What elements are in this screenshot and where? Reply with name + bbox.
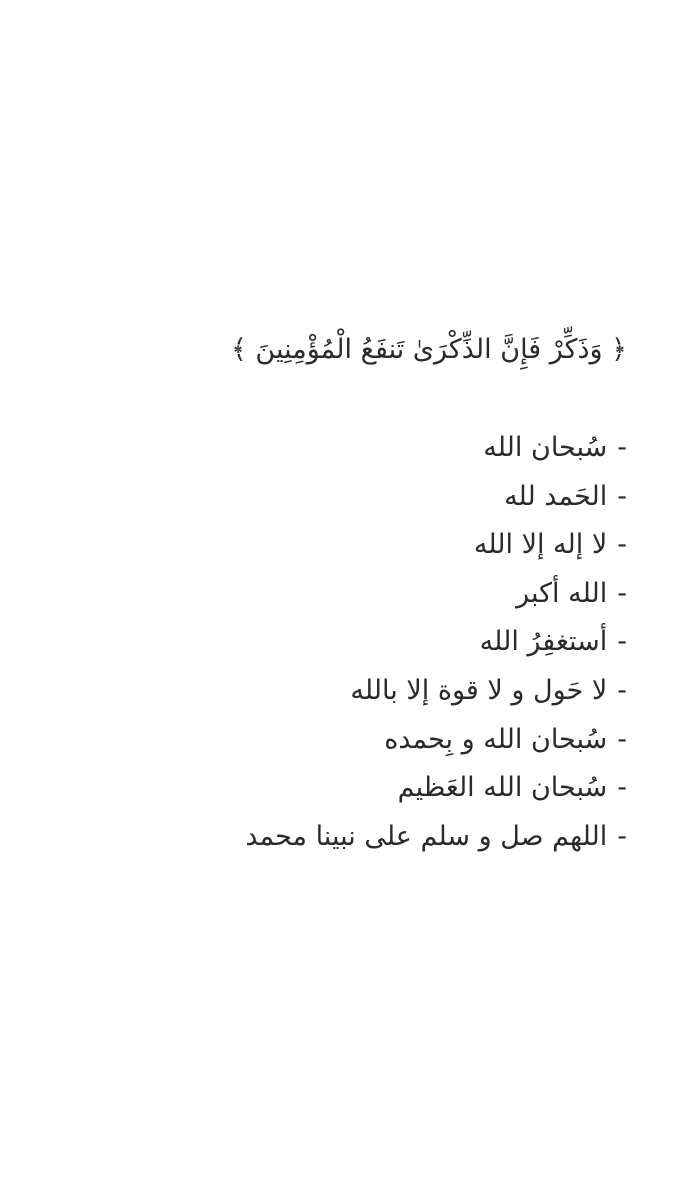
list-item (27, 473, 627, 522)
dhikr-text: سُبحان الله (483, 432, 608, 463)
dhikr-text: أستغفِرُ الله (479, 626, 608, 658)
dhikr-list (27, 424, 627, 861)
list-item (27, 813, 627, 862)
bullet-dash: - (617, 772, 627, 804)
bullet-dash: - (617, 820, 627, 852)
list-item (27, 667, 627, 716)
dhikr-text: اللهم صل و سلم على نبينا محمد (245, 820, 608, 852)
list-item (27, 716, 627, 765)
bullet-dash: - (617, 577, 627, 609)
dhikr-text: لا إله إلا الله (473, 529, 608, 561)
dhikr-text: سُبحان الله و بِحمده (384, 723, 608, 755)
quran-verse: ﴿ وَذَكِّرْ فَإِنَّ الذِّكْرَىٰ تَنفَعُ الْمُؤْمِنِينَ ﴾ (231, 334, 627, 365)
bullet-dash: - (617, 723, 627, 755)
list-item (27, 521, 627, 570)
list-item (27, 570, 627, 619)
bullet-dash: - (617, 529, 627, 561)
dhikr-text: سُبحان الله العَظيم (397, 772, 608, 804)
dhikr-text: الحَمد لله (504, 480, 608, 512)
list-item (27, 764, 627, 813)
note-content (27, 322, 627, 861)
dhikr-text: الله أكبر (516, 577, 608, 609)
bullet-dash: - (617, 674, 627, 706)
dhikr-text: لا حَول و لا قوة إلا بالله (350, 674, 608, 706)
bullet-dash: - (617, 480, 627, 512)
bullet-dash: - (617, 626, 627, 658)
list-item (27, 424, 627, 473)
bullet-dash: - (617, 432, 627, 463)
list-item (27, 618, 627, 667)
